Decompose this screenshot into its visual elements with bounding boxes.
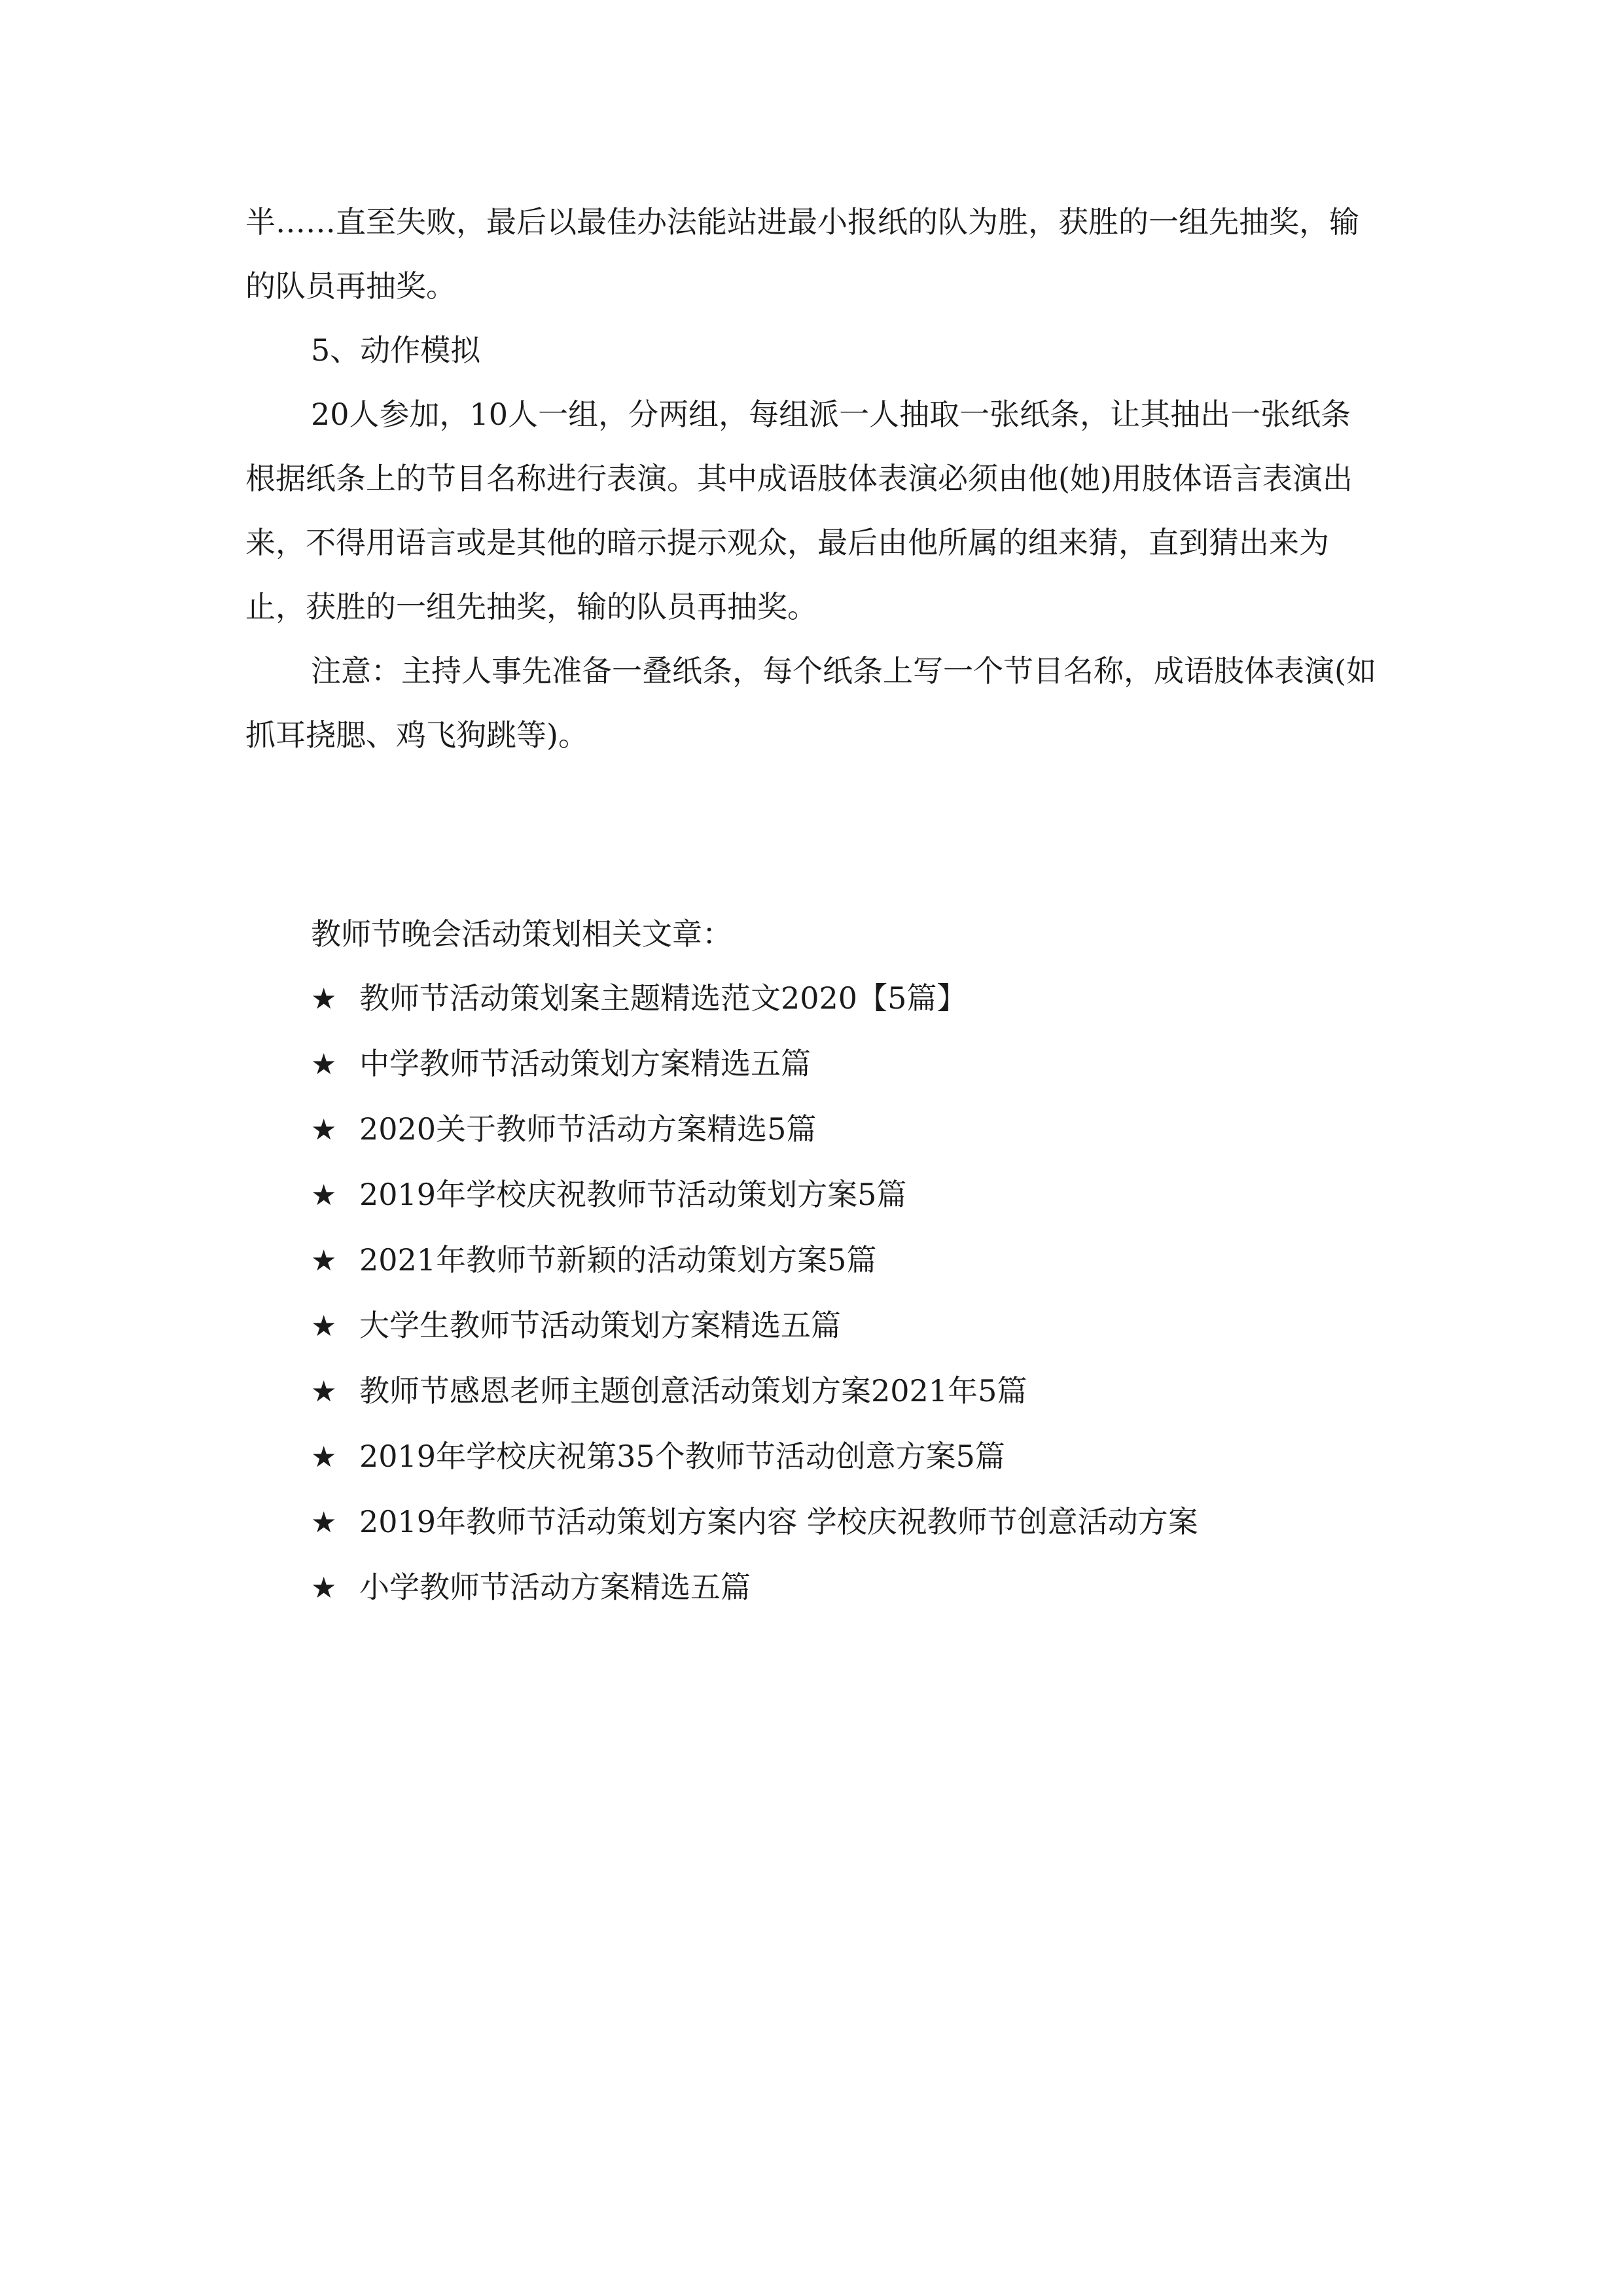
related-article-title: 小学教师节活动方案精选五篇 — [359, 1570, 751, 1605]
related-article-link[interactable] — [311, 1097, 1358, 1162]
star-icon: ★ — [311, 1375, 337, 1408]
paragraph-note: 注意：主持人事先准备一叠纸条，每个纸条上写一个节目名称，成语肢体表演(如抓耳挠腮、鸡飞狗跳等)。 — [245, 653, 1376, 753]
related-article-link[interactable] — [311, 1162, 1358, 1228]
related-article-title: 中学教师节活动策划方案精选五篇 — [359, 1046, 811, 1081]
related-article-link[interactable] — [311, 1228, 1358, 1293]
star-icon: ★ — [311, 1244, 337, 1278]
related-articles-heading: 教师节晚会活动策划相关文章： — [311, 916, 732, 952]
related-article-title: 2021年教师节新颖的活动策划方案5篇 — [359, 1242, 877, 1278]
star-icon: ★ — [311, 1441, 337, 1474]
related-article-link[interactable] — [311, 1555, 1358, 1621]
related-article-link[interactable] — [311, 1424, 1358, 1490]
related-article-title: 2020关于教师节活动方案精选5篇 — [359, 1111, 817, 1147]
star-icon: ★ — [311, 1048, 337, 1081]
star-icon: ★ — [311, 1571, 337, 1605]
related-article-title: 教师节活动策划案主题精选范文2020【5篇】 — [359, 980, 967, 1016]
paragraph-continuation: 半……直至失败，最后以最佳办法能站进最小报纸的队为胜，获胜的一组先抽奖，输的队员再抽奖。 — [245, 204, 1359, 304]
related-article-title: 教师节感恩老师主题创意活动策划方案2021年5篇 — [359, 1373, 1027, 1408]
paragraph-game-rules: 20人参加，10人一组，分两组，每组派一人抽取一张纸条，让其抽出一张纸条根据纸条上的节目名称进行表演。其中成语肢体表演必须由他(她)用肢体语言表演出来，不得用语言或是其他的暗示提示观众，最后由他所属的组来猜，直到猜出来为止，获胜的一组先抽奖，输的队员再抽奖。 — [245, 397, 1353, 624]
related-article-link[interactable] — [311, 1293, 1358, 1359]
star-icon: ★ — [311, 1310, 337, 1343]
star-icon: ★ — [311, 1179, 337, 1212]
related-article-title: 大学生教师节活动策划方案精选五篇 — [359, 1308, 841, 1343]
star-icon: ★ — [311, 1113, 337, 1147]
related-article-title: 2019年学校庆祝教师节活动策划方案5篇 — [359, 1177, 907, 1212]
related-article-link[interactable] — [311, 1490, 1358, 1555]
star-icon: ★ — [311, 1506, 337, 1539]
related-article-link[interactable] — [311, 1359, 1358, 1424]
related-article-link[interactable] — [311, 966, 1358, 1031]
document-body — [245, 190, 1378, 767]
star-icon: ★ — [311, 982, 337, 1016]
related-articles — [311, 902, 1358, 1621]
related-article-title: 2019年教师节活动策划方案内容 学校庆祝教师节创意活动方案 — [359, 1504, 1198, 1539]
related-articles-list — [311, 966, 1358, 1621]
related-article-title: 2019年学校庆祝第35个教师节活动创意方案5篇 — [359, 1439, 1005, 1474]
related-article-link[interactable] — [311, 1031, 1358, 1097]
section-heading-action-imitation: 5、动作模拟 — [311, 332, 481, 368]
